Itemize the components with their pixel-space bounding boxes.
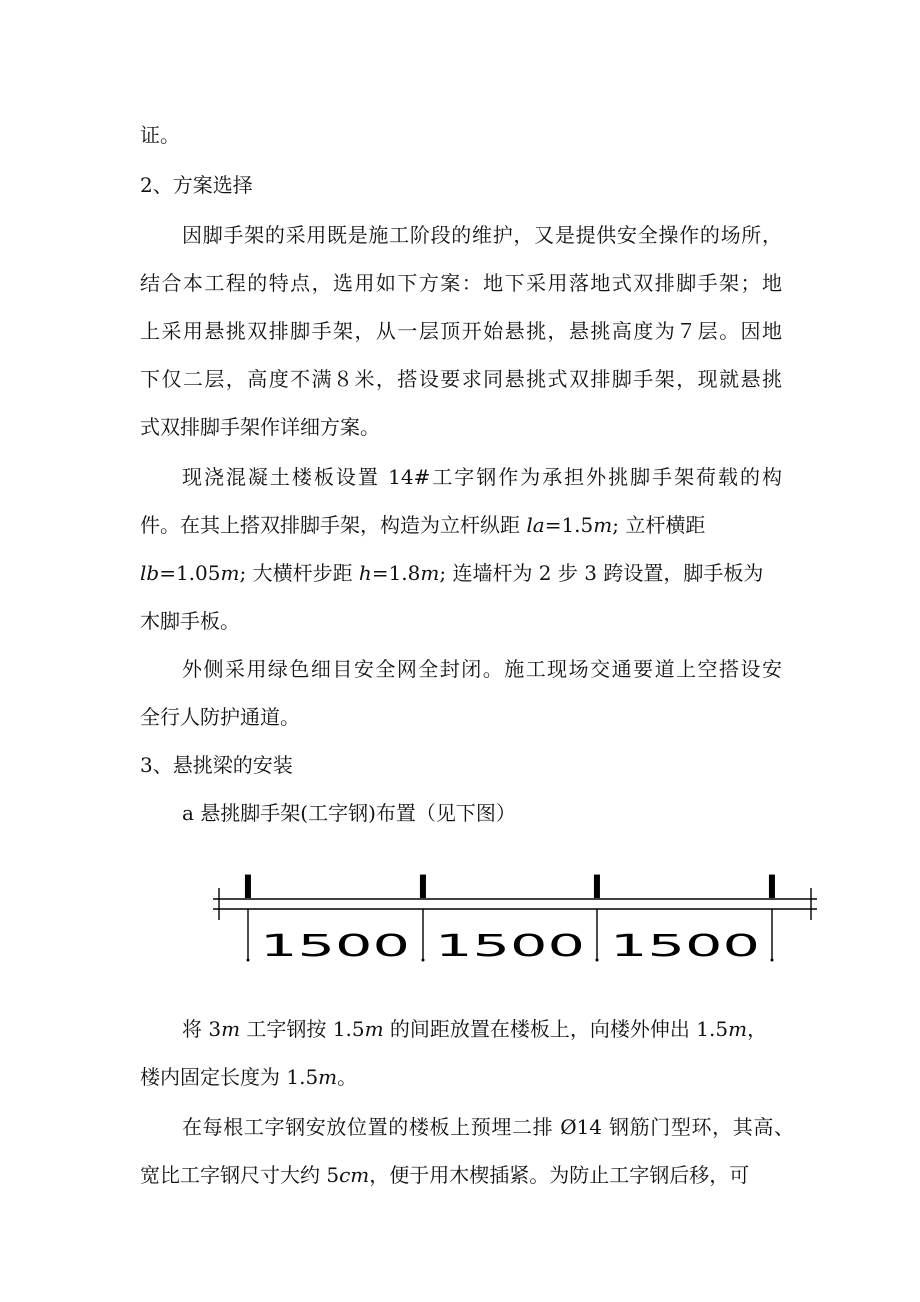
text-run: ; 连墙杆为 2 步 3 跨设置，脚手板为 [439, 561, 764, 585]
text-line [140, 560, 763, 586]
text-line [140, 512, 705, 538]
unit-m: m [220, 561, 240, 585]
section-heading-3: 3、悬挑梁的安装 [140, 753, 293, 777]
unit-m: m [364, 1017, 384, 1041]
span-dimension: 1500 [610, 929, 760, 964]
text-run: =1.8 [371, 561, 421, 585]
text-line: 木脚手板。 [140, 609, 240, 633]
text-line: 外侧采用绿色细目安全网全封闭。施工现场交通要道上空搭设安 [182, 657, 782, 681]
text-run: 工字钢按 1.5 [240, 1017, 365, 1041]
text-line: 因脚手架的采用既是施工阶段的维护，又是提供安全操作的场所， [182, 223, 782, 247]
text-line: 式双排脚手架作详细方案。 [140, 415, 380, 439]
text-run: 楼内固定长度为 1.5 [140, 1065, 319, 1089]
continued-text: 证。 [140, 123, 180, 147]
figure-caption: a 悬挑脚手架(工字钢)布置（见下图） [182, 801, 516, 825]
unit-m: m [728, 1017, 748, 1041]
text-run: 宽比工字钢尺寸大约 5 [140, 1163, 340, 1187]
cantilever-beam-layout-diagram [205, 868, 825, 978]
text-run: =1.05 [159, 561, 221, 585]
unit-m: m [593, 513, 613, 537]
text-run: ， [747, 1017, 768, 1041]
text-run: =1.5 [544, 513, 594, 537]
text-line [140, 1162, 749, 1188]
text-run: 的间距放置在楼板上，向楼外伸出 1.5 [383, 1017, 729, 1041]
text-line [182, 1016, 767, 1042]
text-line: 上采用悬挑双排脚手架，从一层顶开始悬挑，悬挑高度为７层。因地 [140, 319, 782, 343]
text-run: ，便于用木楔插紧。为防止工字钢后移，可 [369, 1163, 750, 1187]
section-heading-2: 2、方案选择 [140, 173, 253, 197]
i-beam-icon: I [766, 868, 778, 906]
text-line [140, 1064, 357, 1090]
i-beam-icon: I [591, 868, 603, 906]
span-dimension: 1500 [435, 929, 585, 964]
text-line: 在每根工字钢安放位置的楼板上预埋二排 Ø14 钢筋门型环，其高、 [182, 1115, 794, 1139]
unit-m: m [221, 1017, 241, 1041]
symbol-lb: lb [140, 561, 160, 585]
text-line: 下仅二层，高度不满８米，搭设要求同悬挑式双排脚手架，现就悬挑 [140, 367, 782, 391]
dimension-tick [422, 959, 425, 962]
text-run: 件。在其上搭双排脚手架，构造为立杆纵距 [140, 513, 527, 537]
text-run: 。 [337, 1065, 358, 1089]
symbol-h: h [358, 561, 372, 585]
text-line: 结合本工程的特点，选用如下方案：地下采用落地式双排脚手架；地 [140, 271, 782, 295]
text-line: 全行人防护通道。 [140, 705, 300, 729]
unit-m: m [420, 561, 440, 585]
text-line: 现浇混凝土楼板设置 14#工字钢作为承担外挑脚手架荷载的构 [182, 465, 782, 489]
span-dimension: 1500 [260, 929, 410, 964]
text-run: ; 立杆横距 [612, 513, 706, 537]
symbol-la: la [526, 513, 545, 537]
dimension-tick [771, 959, 774, 962]
text-run: 将 3 [182, 1017, 222, 1041]
unit-cm: cm [339, 1163, 370, 1187]
text-run: ; 大横杆步距 [239, 561, 359, 585]
i-beam-icon: I [417, 868, 429, 906]
i-beam-icon: I [242, 868, 254, 906]
unit-m: m [318, 1065, 338, 1089]
dimension-tick [247, 959, 250, 962]
dimension-tick [596, 959, 599, 962]
